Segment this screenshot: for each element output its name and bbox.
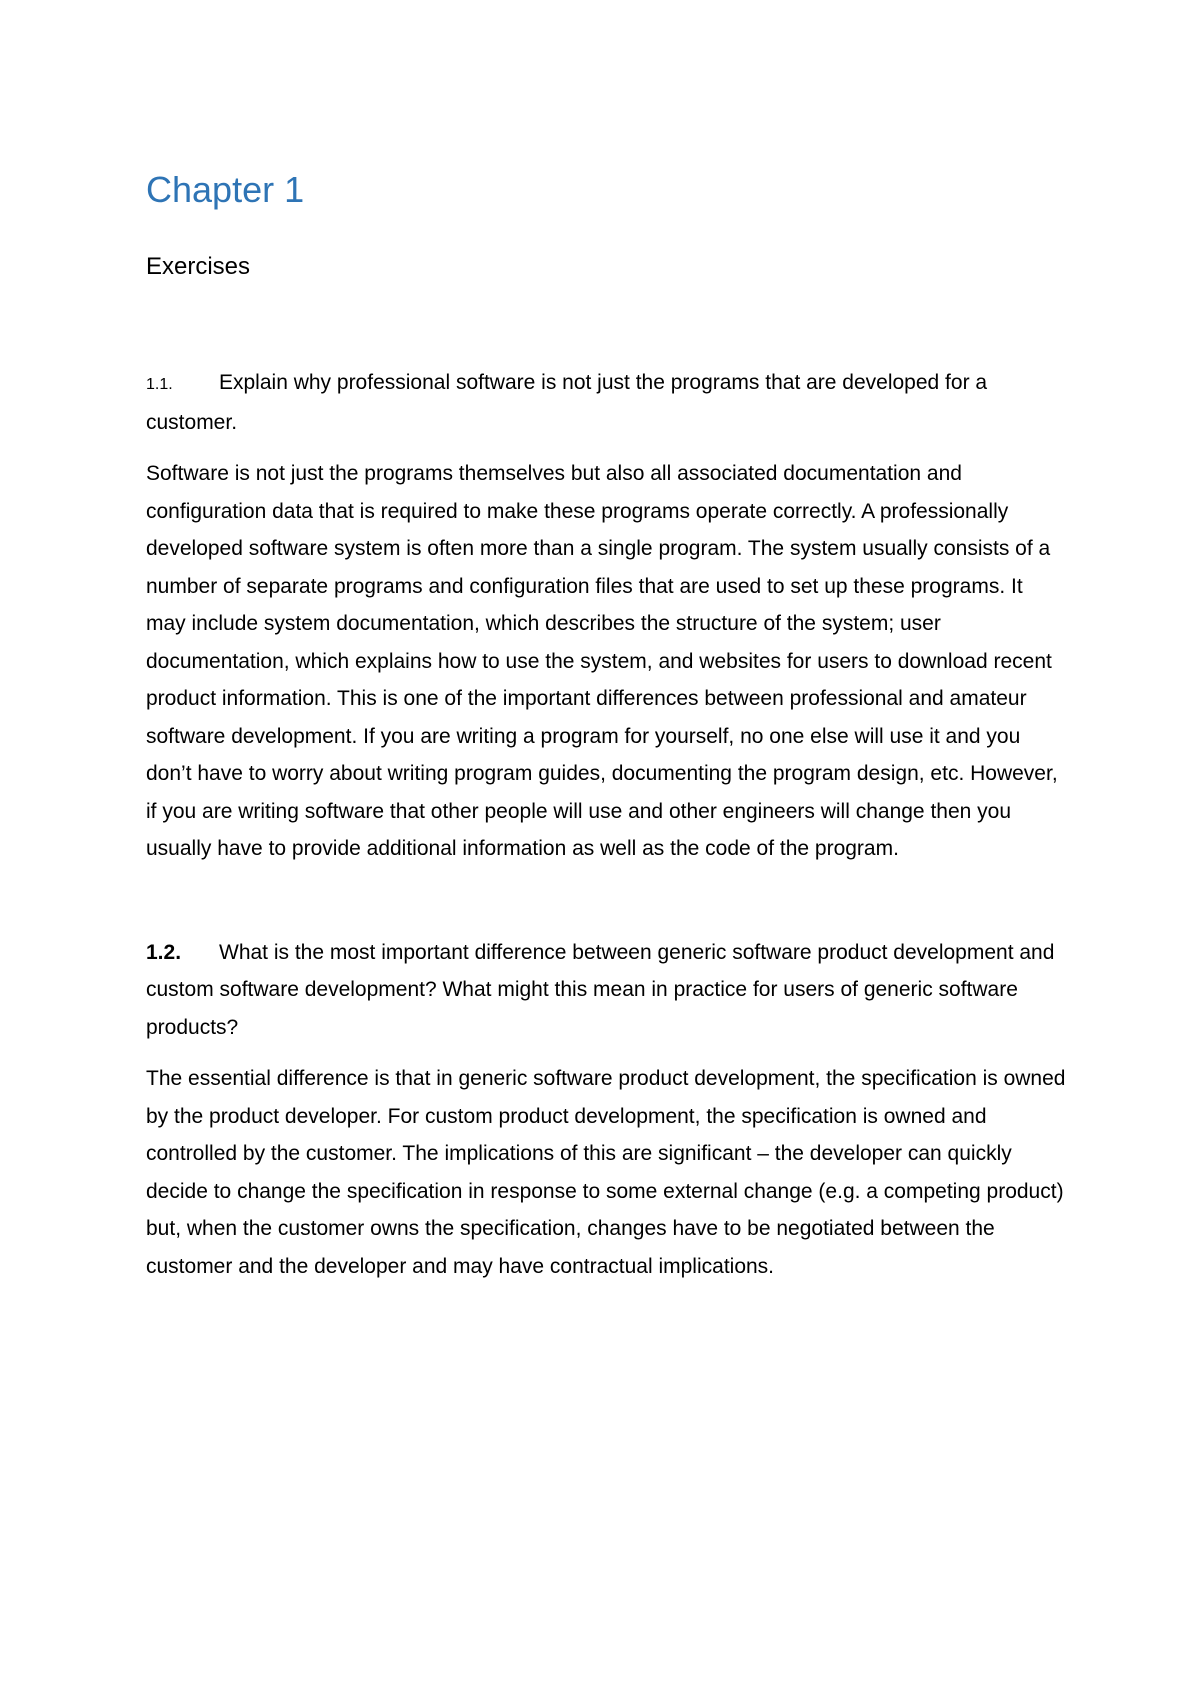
exercise-number: 1.2. [146,940,182,964]
exercise-answer: Software is not just the programs themselves but also all associated documentation and configuration data that is required to make these programs operate correctly. A professionally developed software system is often more than a single program. The system usually consists of a number of separate programs and configuration files that are used to set up these programs. It may include system documentation, which describes the structure of the system; user documentation, which explains how to use the system, and websites for users to download recent product information. This is one of the important differences between professional and amateur software development. If you are writing a program for yourself, no one else will use it and you don’t have to worry about writing program guides, documenting the program design, etc. However, if you are writing software that other people will use and other engineers will change then you usually have to provide additional information as well as the code of the program. [146,462,1058,860]
exercise-question-text: Explain why professional software is not just the programs that are developed for a customer. [146,371,988,434]
exercise-question-text: What is the most important difference between generic software product development and custom software development? What might this mean in practice for users of generic software products? [146,940,1055,1039]
section-title: Exercises [146,253,251,280]
document-content [146,168,1066,1285]
exercise-question [146,934,1066,1047]
exercise-question [146,364,1066,441]
exercise-answer: The essential difference is that in generic software product development, the specification is owned by the product developer. For custom product development, the specification is owned and controlled by the customer. The implications of this are significant – the developer can quickly decide to change the specification in response to some external change (e.g. a competing product) but, when the customer owns the specification, changes have to be negotiated between the customer and the developer and may have contractual implications. [146,1067,1066,1278]
chapter-title: Chapter 1 [146,169,305,210]
exercise-number: 1.1. [146,376,173,393]
